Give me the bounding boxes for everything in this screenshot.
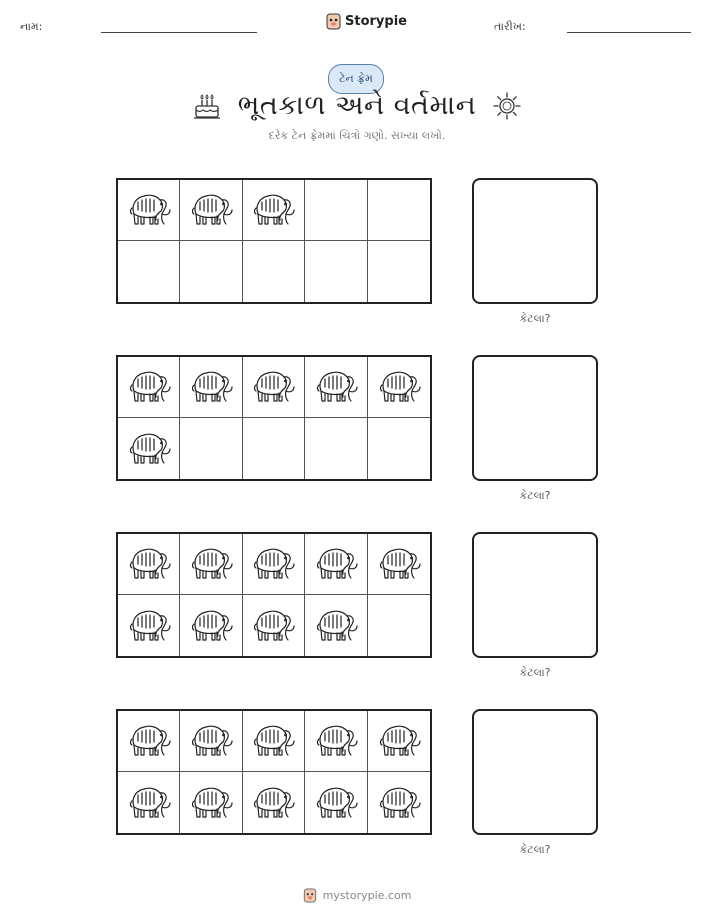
ten-frame-cell-filled bbox=[305, 357, 367, 418]
ten-frame-cell-empty bbox=[305, 241, 367, 302]
answer-box[interactable] bbox=[472, 709, 598, 835]
mammoth-icon bbox=[126, 544, 172, 584]
mammoth-icon bbox=[250, 783, 296, 823]
mammoth-icon bbox=[250, 544, 296, 584]
name-field[interactable] bbox=[101, 32, 257, 33]
ten-frame-cell-filled bbox=[118, 357, 180, 418]
ten-frame-cell-filled bbox=[368, 534, 430, 595]
ten-frame-cell-empty bbox=[180, 418, 242, 479]
sun-icon bbox=[492, 91, 522, 121]
brand-logo bbox=[326, 13, 407, 30]
ten-frame-cell-filled bbox=[305, 595, 367, 656]
instructions: દરેક ટેન ફ્રેમમાં ચિત્રો ગણો. સંખ્યા લખો. bbox=[268, 129, 446, 142]
ten-frame-cell-filled bbox=[368, 357, 430, 418]
ten-frame-cell-filled bbox=[368, 772, 430, 833]
ten-frame bbox=[116, 178, 432, 304]
mammoth-icon bbox=[376, 367, 422, 407]
ten-frame-badge: ટેન ફ્રેમ bbox=[328, 64, 384, 94]
date-field[interactable] bbox=[567, 32, 691, 33]
ten-frame-cell-empty bbox=[368, 241, 430, 302]
mammoth-icon bbox=[376, 721, 422, 761]
mammoth-icon bbox=[126, 367, 172, 407]
ten-frame bbox=[116, 355, 432, 481]
mammoth-icon bbox=[126, 606, 172, 646]
mammoth-icon bbox=[313, 367, 359, 407]
ten-frame-cell-filled bbox=[180, 180, 242, 241]
ten-frame-cell-filled bbox=[305, 711, 367, 772]
mammoth-icon bbox=[126, 721, 172, 761]
ten-frame-cell-empty bbox=[180, 241, 242, 302]
ten-frame-cell-empty bbox=[368, 595, 430, 656]
footer-site: mystorypie.com bbox=[322, 889, 412, 902]
mammoth-icon bbox=[188, 367, 234, 407]
mammoth-icon bbox=[126, 190, 172, 230]
ten-frame-cell-filled bbox=[180, 595, 242, 656]
ten-frame-cell-filled bbox=[180, 357, 242, 418]
storypie-bear-icon bbox=[303, 888, 317, 903]
ten-frame-cell-filled bbox=[118, 418, 180, 479]
ten-frame-cell-filled bbox=[180, 711, 242, 772]
mammoth-icon bbox=[188, 783, 234, 823]
mammoth-icon bbox=[313, 721, 359, 761]
name-label: નામ: bbox=[20, 20, 43, 33]
mammoth-icon bbox=[250, 606, 296, 646]
ten-frame-cell-filled bbox=[305, 772, 367, 833]
mammoth-icon bbox=[250, 721, 296, 761]
ten-frame-cell-empty bbox=[305, 418, 367, 479]
ten-frame-cell-filled bbox=[118, 711, 180, 772]
ten-frame-cell-empty bbox=[243, 418, 305, 479]
ten-frame-cell-filled bbox=[243, 711, 305, 772]
how-many-prompt: કેટલા? bbox=[519, 666, 551, 679]
answer-box[interactable] bbox=[472, 178, 598, 304]
ten-frame-cell-empty bbox=[368, 180, 430, 241]
ten-frame-cell-filled bbox=[118, 595, 180, 656]
mammoth-icon bbox=[313, 606, 359, 646]
footer bbox=[0, 888, 714, 903]
answer-box[interactable] bbox=[472, 355, 598, 481]
ten-frame-cell-empty bbox=[305, 180, 367, 241]
ten-frame-cell-empty bbox=[368, 418, 430, 479]
mammoth-icon bbox=[188, 190, 234, 230]
ten-frame-cell-filled bbox=[305, 534, 367, 595]
ten-frame-cell-empty bbox=[118, 241, 180, 302]
ten-frame bbox=[116, 532, 432, 658]
ten-frame-cell-filled bbox=[118, 180, 180, 241]
ten-frame-cell-filled bbox=[118, 534, 180, 595]
ten-frame-cell-filled bbox=[243, 357, 305, 418]
ten-frame bbox=[116, 709, 432, 835]
mammoth-icon bbox=[126, 429, 172, 469]
mammoth-icon bbox=[313, 544, 359, 584]
brand-name: Storypie bbox=[345, 14, 407, 29]
ten-frame-cell-filled bbox=[243, 534, 305, 595]
birthday-cake-icon bbox=[192, 91, 222, 121]
mammoth-icon bbox=[126, 783, 172, 823]
mammoth-icon bbox=[250, 367, 296, 407]
mammoth-icon bbox=[188, 721, 234, 761]
ten-frame-cell-filled bbox=[118, 772, 180, 833]
how-many-prompt: કેટલા? bbox=[519, 489, 551, 502]
ten-frame-cell-filled bbox=[243, 595, 305, 656]
mammoth-icon bbox=[376, 544, 422, 584]
title-row bbox=[0, 90, 714, 122]
how-many-prompt: કેટલા? bbox=[519, 843, 551, 856]
ten-frame-cell-filled bbox=[368, 711, 430, 772]
ten-frame-cell-filled bbox=[180, 534, 242, 595]
answer-box[interactable] bbox=[472, 532, 598, 658]
mammoth-icon bbox=[250, 190, 296, 230]
ten-frame-cell-filled bbox=[180, 772, 242, 833]
mammoth-icon bbox=[188, 606, 234, 646]
date-label: તારીખ: bbox=[494, 20, 526, 33]
mammoth-icon bbox=[188, 544, 234, 584]
mammoth-icon bbox=[376, 783, 422, 823]
ten-frame-cell-empty bbox=[243, 241, 305, 302]
worksheet-title: ભૂતકાળ અને વર્તમાન bbox=[237, 90, 477, 121]
how-many-prompt: કેટલા? bbox=[519, 312, 551, 325]
ten-frame-cell-filled bbox=[243, 180, 305, 241]
mammoth-icon bbox=[313, 783, 359, 823]
ten-frame-cell-filled bbox=[243, 772, 305, 833]
storypie-bear-icon bbox=[326, 13, 341, 30]
